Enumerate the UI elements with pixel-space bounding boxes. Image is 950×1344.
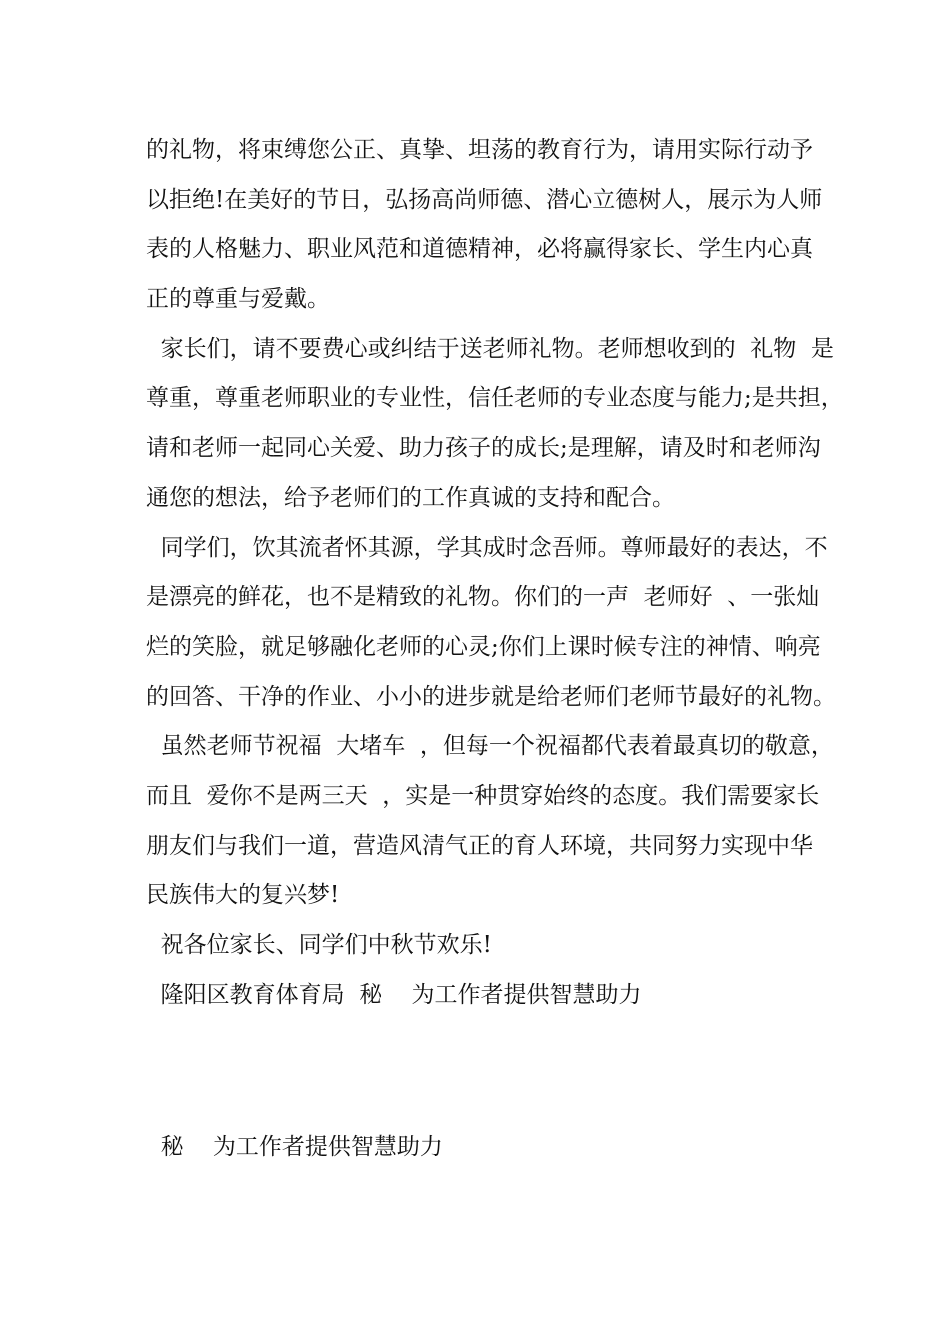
text-line: 正的尊重与爱戴。 xyxy=(146,286,330,313)
text-line: 以拒绝!在美好的节日，弘扬高尚师德、潜心立德树人，展示为人师 xyxy=(146,186,823,213)
text-line: 民族伟大的复兴梦! xyxy=(146,882,340,909)
text-line: 同学们，饮其流者怀其源，学其成时念吾师。尊师最好的表达，不 xyxy=(146,534,828,561)
text-line: 家长们，请不要费心或纠结于送老师礼物。老师想收到的 礼物 是 xyxy=(146,335,834,362)
text-line: 尊重，尊重老师职业的专业性，信任老师的专业态度与能力;是共担， xyxy=(146,385,844,412)
footer-tagline: 秘 为工作者提供智慧助力 xyxy=(146,1134,443,1160)
text-line: 请和老师一起同心关爱、助力孩子的成长;是理解，请及时和老师沟 xyxy=(146,435,821,462)
text-line: 朋友们与我们一道，营造风清气正的育人环境，共同努力实现中华 xyxy=(146,832,813,859)
document-body xyxy=(146,126,844,1020)
text-line: 虽然老师节祝福 大堵车 ，但每一个祝福都代表着最真切的敬意， xyxy=(146,733,834,760)
signature-line: 隆阳区教育体育局 秘 为工作者提供智慧助力 xyxy=(146,981,642,1008)
text-line: 的回答、干净的作业、小小的进步就是给老师们老师节最好的礼物。 xyxy=(146,683,836,710)
text-line: 通您的想法，给予老师们的工作真诚的支持和配合。 xyxy=(146,484,675,511)
text-line: 的礼物，将束缚您公正、真挚、坦荡的教育行为，请用实际行动予 xyxy=(146,137,813,163)
text-line: 表的人格魅力、职业风范和道德精神，必将赢得家长、学生内心真 xyxy=(146,236,813,263)
text-line: 是漂亮的鲜花，也不是精致的礼物。你们的一声 老师好 、一张灿 xyxy=(146,584,820,611)
greeting-line: 祝各位家长、同学们中秋节欢乐! xyxy=(146,932,492,958)
text-line: 而且 爱你不是两三天 ，实是一种贯穿始终的态度。我们需要家长 xyxy=(146,782,820,809)
text-line: 烂的笑脸，就足够融化老师的心灵;你们上课时候专注的神情、响亮 xyxy=(146,633,821,660)
